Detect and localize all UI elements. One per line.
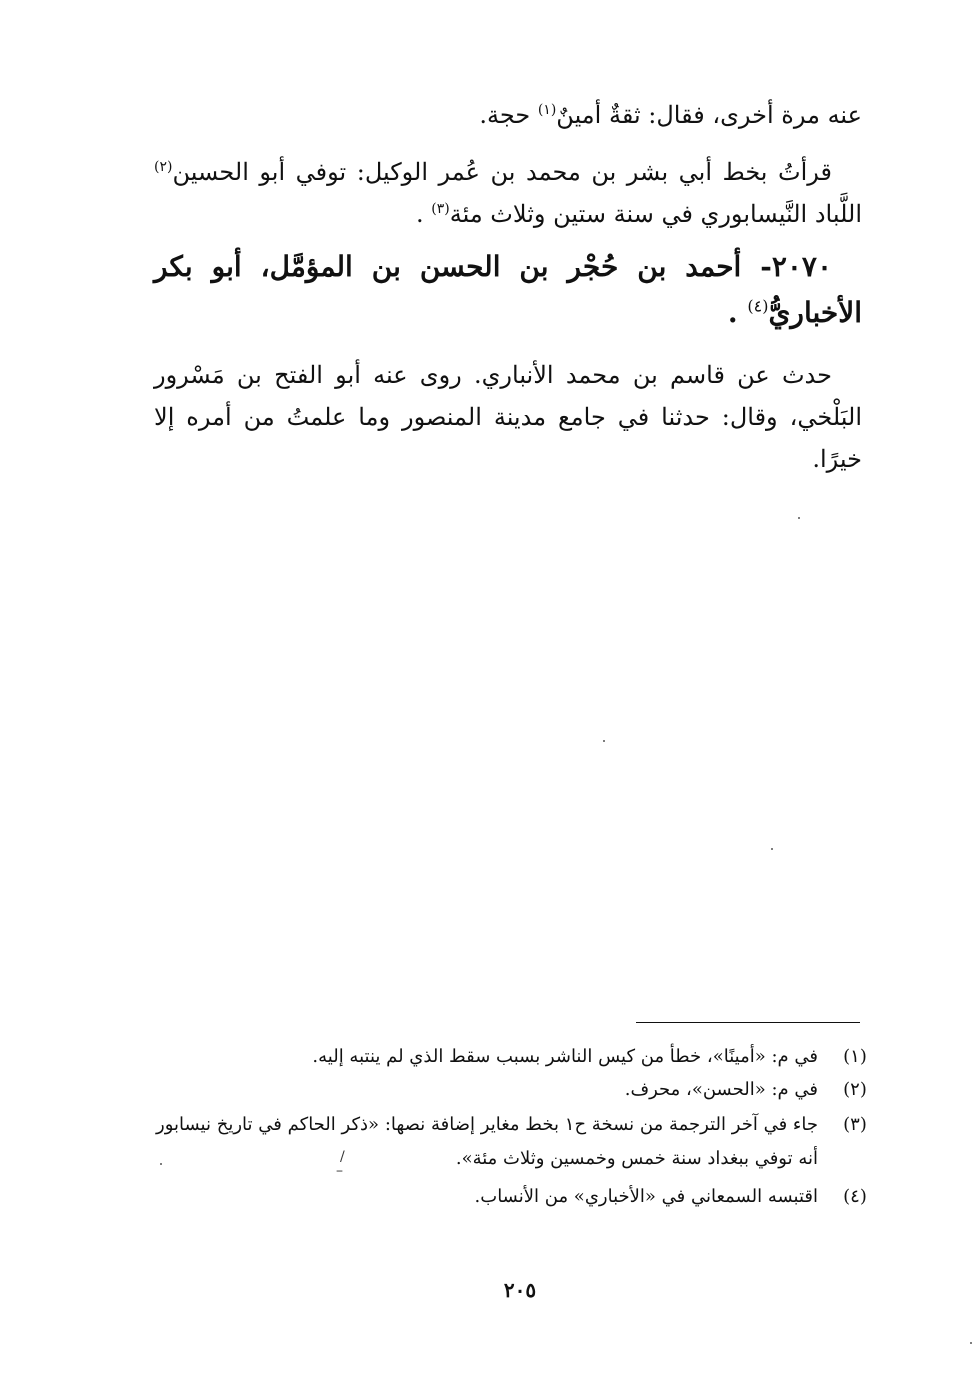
footnote-ref-3[interactable]: (٣) (431, 201, 450, 217)
footnote-text: اقتبسه السمعاني في «الأخباري» من الأنساب. (474, 1186, 818, 1207)
entry-heading-2070 (154, 244, 862, 336)
footnote-2 (156, 1073, 872, 1107)
footnote-text: في م: «أمينًا»، خطأ من كيس الناشر بسبب سقط الذي لم ينتبه إليه. (312, 1046, 818, 1067)
page-number: ٢٠٥ (503, 1278, 537, 1302)
entry-title: ٢٠٧٠- أحمد بن حُجْر بن الحسن بن المؤمَّل، أبو بكر الأخباريُّ (154, 250, 862, 329)
body-text: اللَّباد النَّيسابوري في سنة ستين وثلاث مئة (449, 200, 862, 228)
footnote-1 (156, 1040, 872, 1074)
scan-speck (771, 848, 773, 850)
scan-speck (160, 1163, 162, 1165)
scan-pen-mark: / (340, 1149, 345, 1165)
body-text: . (415, 200, 432, 228)
footnote-4 (156, 1180, 872, 1214)
body-line-continuation (479, 98, 862, 132)
footnote-ref-4[interactable]: (٤) (747, 296, 769, 316)
footnote-number: (٢) (843, 1079, 867, 1100)
footnote-separator (636, 1022, 860, 1023)
scan-speck (970, 1342, 972, 1344)
body-text: عنه مرة أخرى، فقال: ثقةٌ أمينٌ (556, 101, 862, 129)
footnote-ref-2[interactable]: (٢) (154, 159, 173, 175)
body-text: حدث عن قاسم بن محمد الأنباري. روى عنه أبو الفتح بن مَسْرور البَلْخي، وقال: حدثنا في جامع مدينة المنصور وما علمتُ من أمره إلا خيرًا. (154, 361, 862, 473)
body-paragraph-entry-2070 (154, 354, 862, 480)
footnote-number: (٣) (843, 1114, 867, 1135)
scan-speck (603, 740, 605, 742)
footnote-text: جاء في آخر الترجمة من نسخة ح١ بخط مغاير إضافة نصها: «ذكر الحاكم في تاريخ نيسابور أنه توفي ببغداد سنة خمس وخمسين وثلاث مئة». (156, 1114, 818, 1169)
body-text: قرأتُ بخط أبي بشر بن محمد بن عُمر الوكيل: توفي أبو الحسين (172, 158, 832, 186)
footnote-text: في م: «الحسن»، محرف. (624, 1079, 818, 1100)
body-text: حجة. (479, 101, 538, 129)
entry-title-end: . (727, 296, 748, 329)
scan-speck (798, 517, 800, 519)
body-paragraph-waqil (154, 151, 862, 235)
scan-pen-mark: – (336, 1163, 343, 1179)
footnote-ref-1[interactable]: (١) (537, 102, 557, 118)
footnote-number: (٤) (843, 1186, 867, 1207)
footnote-number: (١) (843, 1046, 867, 1067)
footnote-3 (156, 1108, 872, 1179)
